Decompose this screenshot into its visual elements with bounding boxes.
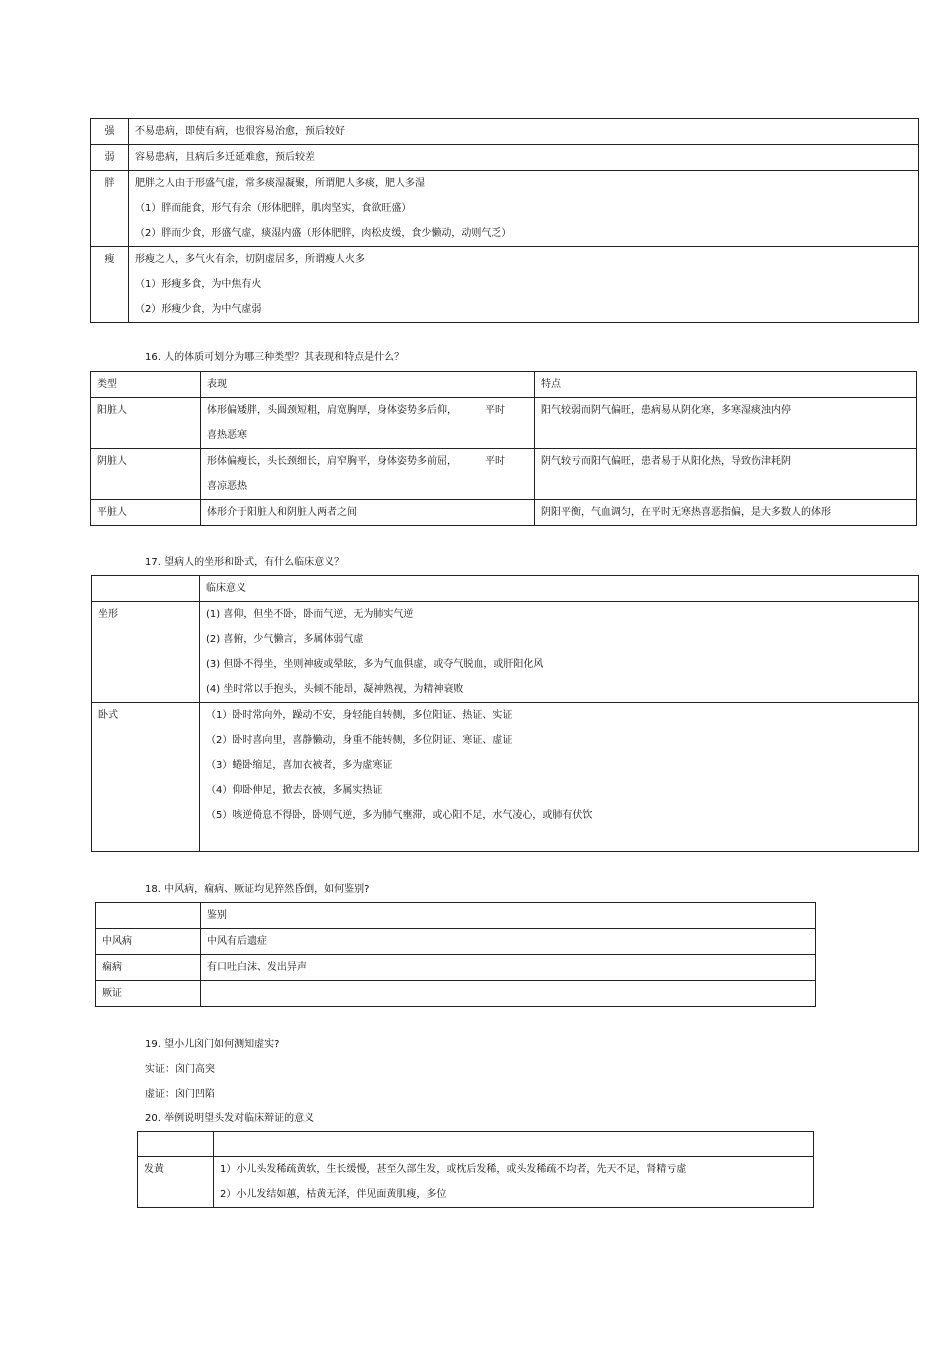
table-row	[96, 955, 816, 981]
row-key: 瘦	[91, 247, 129, 323]
feature-cell: 阴气较亏而阳气偏旺，患者易于从阳化热，导致伤津耗阴	[535, 449, 917, 500]
expression-text: 喜热恶寒	[207, 430, 247, 441]
row-text: 2）小儿发结如蕙，枯黄无泽，伴见面黄肌瘦，多位	[220, 1189, 447, 1200]
expression-text: 体形偏矮胖，头圆颈短粗，肩宽胸厚，身体姿势多后仰，	[207, 405, 457, 416]
table-row	[96, 929, 816, 955]
body-type-table	[90, 371, 917, 526]
col-header: 类型	[91, 372, 201, 398]
row-text: （1）胖而能食，形气有余（形体肥胖，肌肉坚实，食欲旺盛）	[135, 203, 412, 214]
row-text: （1）形瘦多食，为中焦有火	[135, 279, 262, 290]
col-header: 表现	[201, 372, 535, 398]
row-text: (2) 喜俯，少气懒言，多属体弱气虚	[206, 634, 364, 645]
table-row	[91, 500, 917, 526]
row-text: 形瘦之人，多气火有余，切阴虚居多，所谓瘦人火多	[135, 254, 365, 265]
row-text	[201, 981, 816, 1007]
row-key: 中风病	[96, 929, 201, 955]
expression-text: 喜凉恶热	[207, 481, 247, 492]
row-text: （3）蜷卧缩足，喜加衣被者，多为虚寒证	[206, 760, 393, 771]
table-header-row	[91, 372, 917, 398]
row-key: 发黄	[138, 1157, 214, 1208]
expression-text-tail: 平时	[485, 405, 505, 416]
question-19: 19. 望小儿囟门如何测知虚实?	[145, 1039, 280, 1050]
table-row	[91, 247, 919, 323]
row-text: 肥胖之人由于形盛气虚，常多痰湿凝聚，所谓肥人多痰，肥人多湿	[135, 178, 425, 189]
posture-table	[91, 575, 919, 852]
table-row	[91, 171, 919, 247]
expression-text: 体形介于阳脏人和阴脏人两者之间	[201, 500, 535, 526]
row-key: 胖	[91, 171, 129, 247]
row-key: 厥证	[96, 981, 201, 1007]
row-text: （1）卧时常向外，躁动不安，身轻能自转侧，多位阳证、热证、实证	[206, 710, 513, 721]
table-header-row	[96, 903, 816, 929]
constitution-table	[90, 118, 919, 323]
row-text: 不易患病，即使有病，也很容易治愈，预后较好	[135, 126, 345, 137]
row-text: 1）小儿头发稀疏黄软，生长缓慢，甚至久部生发，或枕后发稀，或头发稀疏不均者，先天不足，肾精亏虚	[220, 1164, 687, 1175]
col-header: 临床意义	[200, 576, 919, 602]
row-text: (3) 但卧不得坐，坐则神疲或晕眩，多为气血俱虚，或夺气脱血，或肝阳化风	[206, 659, 544, 670]
table-row	[91, 449, 917, 500]
answer-19-deficiency: 虚证：囟门凹陷	[145, 1089, 215, 1100]
type-cell: 阴脏人	[91, 449, 201, 500]
row-text: (1) 喜仰，但坐不卧，卧而气逆，无为肺实气逆	[206, 609, 414, 620]
row-text: （4）仰卧伸足，掀去衣被，多属实热证	[206, 785, 383, 796]
row-key: 坐形	[92, 602, 200, 703]
question-18: 18. 中风病，痫病、厥证均见猝然昏倒，如何鉴别?	[145, 884, 370, 895]
question-20: 20. 举例说明望头发对临床辩证的意义	[145, 1113, 315, 1124]
table-row	[91, 398, 917, 449]
answer-19-excess: 实证：囟门高突	[145, 1064, 215, 1075]
row-text: (4) 坐时常以手抱头，头倾不能昂，凝神熟视，为精神衰败	[206, 684, 464, 695]
row-key: 卧式	[92, 703, 200, 852]
type-cell: 平脏人	[91, 500, 201, 526]
row-key: 强	[91, 119, 129, 145]
row-key: 痫病	[96, 955, 201, 981]
expression-text: 形体偏瘦长，头长颈细长，肩窄胸平，身体姿势多前屈，	[207, 456, 457, 467]
feature-cell: 阳气较弱而阴气偏旺，患病易从阴化寒，多寒湿痰浊内停	[535, 398, 917, 449]
col-header: 特点	[535, 372, 917, 398]
table-row	[91, 145, 919, 171]
row-key: 弱	[91, 145, 129, 171]
differentiation-table	[95, 902, 816, 1007]
question-16: 16. 人的体质可划分为哪三种类型？其表现和特点是什么？	[145, 352, 405, 363]
hair-table	[137, 1131, 814, 1208]
row-text: （2）卧时喜向里，喜静懒动，身重不能转侧，多位阴证、寒证、虚证	[206, 735, 513, 746]
table-row	[92, 703, 919, 852]
table-header-row	[92, 576, 919, 602]
table-row	[96, 981, 816, 1007]
row-text: （2）形瘦少食，为中气虚弱	[135, 304, 262, 315]
row-text: 有口吐白沫、发出异声	[201, 955, 816, 981]
col-header: 鉴别	[201, 903, 816, 929]
row-text: 中风有后遗症	[201, 929, 816, 955]
question-17: 17. 望病人的坐形和卧式，有什么临床意义？	[145, 557, 345, 568]
table-row	[92, 602, 919, 703]
table-row	[91, 119, 919, 145]
type-cell: 阳脏人	[91, 398, 201, 449]
feature-cell: 阴阳平衡，气血调匀，在平时无寒热喜恶指偏，是大多数人的体形	[535, 500, 917, 526]
row-text: （2）胖而少食，形盛气虚，痰湿内盛（形体肥胖，肉松皮缓，食少懒动，动则气乏）	[135, 228, 512, 239]
row-text: （5）咳逆倚息不得卧，卧则气逆，多为肺气壅滞，或心阳不足，水气凌心，或肺有伏饮	[206, 810, 593, 821]
table-row	[138, 1157, 814, 1208]
row-text: 容易患病，且病后多迁延难愈，预后较差	[135, 152, 315, 163]
expression-text-tail: 平时	[485, 456, 505, 467]
table-header-row	[138, 1132, 814, 1157]
